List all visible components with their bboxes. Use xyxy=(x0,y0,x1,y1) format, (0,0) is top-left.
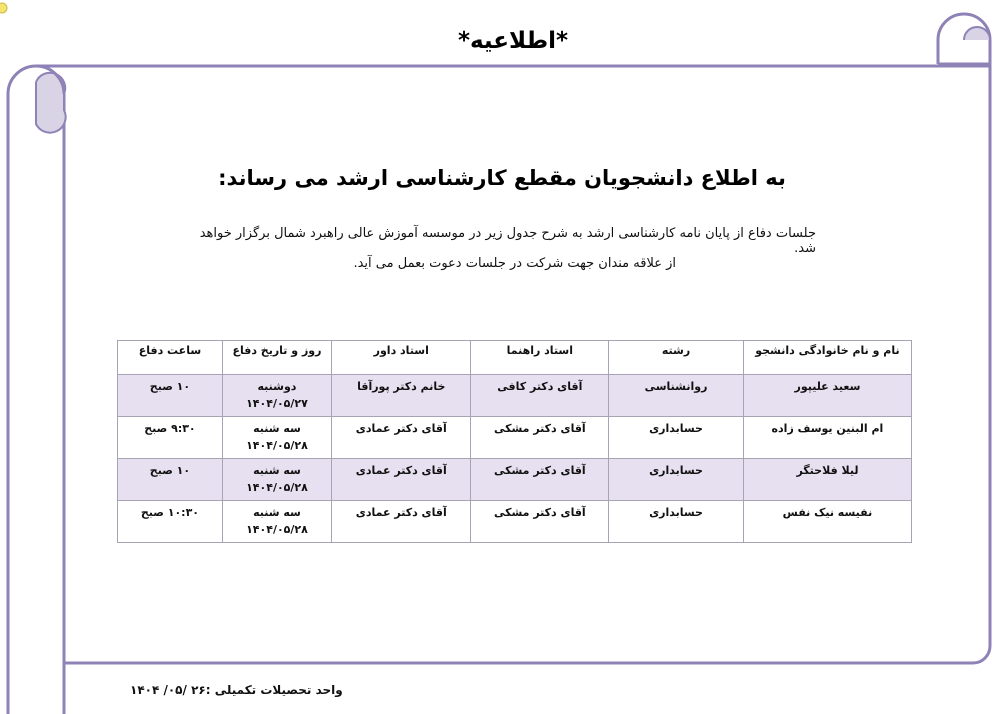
cell-field: حسابداری xyxy=(609,501,744,543)
cell-referee: آقای دکتر عمادی xyxy=(332,459,471,501)
cell-defense-time: ۱۰ صبح xyxy=(118,375,223,417)
cell-student-name: سعید علیپور xyxy=(743,375,911,417)
cell-day: سه شنبه xyxy=(253,506,301,519)
cell-day: دوشنبه xyxy=(257,380,297,393)
table-row xyxy=(118,501,912,543)
cell-defense-date xyxy=(222,459,331,501)
cell-date: ۱۴۰۴/۰۵/۲۸ xyxy=(246,439,308,452)
cell-referee: خانم دکتر پورآقا xyxy=(332,375,471,417)
cell-defense-time: ۹:۳۰ صبح xyxy=(118,417,223,459)
cell-advisor: آقای دکتر مشکی xyxy=(471,417,609,459)
header-referee: استاد داور xyxy=(332,341,471,375)
cell-advisor: آقای دکتر مشکی xyxy=(471,501,609,543)
cell-student-name: نفیسه نیک نفس xyxy=(743,501,911,543)
defense-schedule-table xyxy=(117,340,912,543)
cell-defense-date xyxy=(222,501,331,543)
cell-defense-date xyxy=(222,375,331,417)
table-row xyxy=(118,459,912,501)
cell-field: حسابداری xyxy=(609,459,744,501)
cell-field: روانشناسی xyxy=(609,375,744,417)
cell-student-name: لیلا فلاحتگر xyxy=(743,459,911,501)
header-defense-date: روز و تاریخ دفاع xyxy=(222,341,331,375)
cell-date: ۱۴۰۴/۰۵/۲۸ xyxy=(246,481,308,494)
cell-defense-time: ۱۰:۳۰ صبح xyxy=(118,501,223,543)
notice-title: *اطلاعیه* xyxy=(457,28,569,54)
intro-text-line-2: از علاقه مندان جهت شرکت در جلسات دعوت بعمل می آید. xyxy=(353,256,676,271)
cell-field: حسابداری xyxy=(609,417,744,459)
table-header-row xyxy=(118,341,912,375)
cell-defense-date xyxy=(222,417,331,459)
cell-advisor: آقای دکتر مشکی xyxy=(471,459,609,501)
cell-student-name: ام البنین یوسف زاده xyxy=(743,417,911,459)
header-field: رشته xyxy=(609,341,744,375)
table-row xyxy=(118,375,912,417)
footer-signature: واحد تحصیلات تکمیلی :۲۶ /۰۵/ ۱۴۰۴ xyxy=(130,683,343,697)
cell-referee: آقای دکتر عمادی xyxy=(332,501,471,543)
header-student-name: نام و نام خانوادگی دانشجو xyxy=(743,341,911,375)
header-defense-time: ساعت دفاع xyxy=(118,341,223,375)
cell-day: سه شنبه xyxy=(253,464,301,477)
cell-referee: آقای دکتر عمادی xyxy=(332,417,471,459)
announcement-headline: به اطلاع دانشجویان مقطع کارشناسی ارشد می رساند: xyxy=(218,166,786,190)
cell-day: سه شنبه xyxy=(253,422,301,435)
cell-date: ۱۴۰۴/۰۵/۲۷ xyxy=(246,397,308,410)
intro-text-line-1: جلسات دفاع از پایان نامه کارشناسی ارشد به شرح جدول زیر در موسسه آموزش عالی راهبرد شمال برگزار خواهد شد. xyxy=(199,226,816,256)
cell-defense-time: ۱۰ صبح xyxy=(118,459,223,501)
cell-date: ۱۴۰۴/۰۵/۲۸ xyxy=(246,523,308,536)
header-advisor: استاد راهنما xyxy=(471,341,609,375)
cell-advisor: آقای دکتر کافی xyxy=(471,375,609,417)
table-row xyxy=(118,417,912,459)
